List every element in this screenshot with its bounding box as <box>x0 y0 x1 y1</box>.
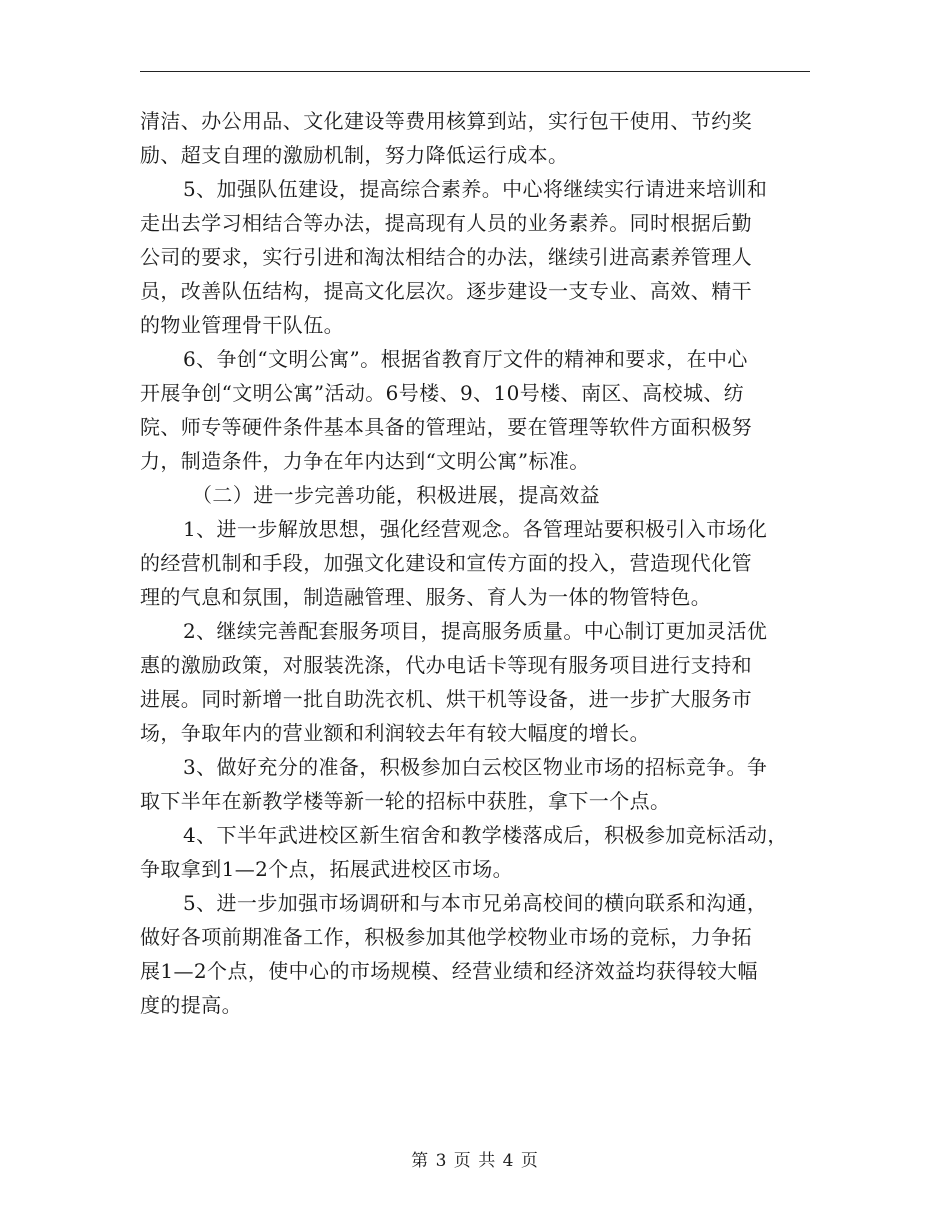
text-line: 场，争取年内的营业额和利润较去年有较大幅度的增长。 <box>140 721 650 745</box>
text-line: 走出去学习相结合等办法，提高现有人员的业务素养。同时根据后勤 <box>140 211 752 235</box>
text-line: 公司的要求，实行引进和淘汰相结合的办法，继续引进高素养管理人 <box>140 245 752 269</box>
text-line: 争取拿到1—2个点，拓展武进校区市场。 <box>140 857 514 881</box>
text-line: 清洁、办公用品、文化建设等费用核算到站，实行包干使用、节约奖 <box>140 109 752 133</box>
paragraph-start: 6、争创“文明公寓”。根据省教育厅文件的精神和要求，在中心 <box>183 347 748 371</box>
document-body <box>140 104 820 1022</box>
text-line: 开展争创“文明公寓”活动。6号楼、9、10号楼、南区、高校城、纺 <box>140 381 745 405</box>
paragraph-start: 4、下半年武进校区新生宿舍和教学楼落成后，积极参加竞标活动， <box>183 823 788 847</box>
text-line: 做好各项前期准备工作，积极参加其他学校物业市场的竞标，力争拓 <box>140 925 752 949</box>
paragraph-start: 5、进一步加强市场调研和与本市兄弟高校间的横向联系和沟通， <box>183 891 768 915</box>
text-line: 励、超支自理的激励机制，努力降低运行成本。 <box>140 143 569 167</box>
page-number: 第 3 页 共 4 页 <box>411 1151 539 1171</box>
paragraph-start: 3、做好充分的准备，积极参加白云校区物业市场的招标竞争。争 <box>183 755 768 779</box>
text-line: 取下半年在新教学楼等新一轮的招标中获胜，拿下一个点。 <box>140 789 671 813</box>
text-line: 度的提高。 <box>140 993 242 1017</box>
paragraph-start: 2、继续完善配套服务项目，提高服务质量。中心制订更加灵活优 <box>183 619 768 643</box>
text-line: 惠的激励政策，对服装洗涤，代办电话卡等现有服务项目进行支持和 <box>140 653 752 677</box>
text-line: 进展。同时新增一批自助洗衣机、烘干机等设备，进一步扩大服务市 <box>140 687 752 711</box>
text-line: 的物业管理骨干队伍。 <box>140 313 344 337</box>
header-rule <box>140 71 810 72</box>
paragraph-start: 5、加强队伍建设，提高综合素养。中心将继续实行请进来培训和 <box>183 177 768 201</box>
text-line: 展1—2个点，使中心的市场规模、经营业绩和经济效益均获得较大幅 <box>140 959 758 983</box>
text-line: 理的气息和氛围，制造融管理、服务、育人为一体的物管特色。 <box>140 585 712 609</box>
text-line: 员，改善队伍结构，提高文化层次。逐步建设一支专业、高效、精干 <box>140 279 752 303</box>
paragraph-start: 1、进一步解放思想，强化经营观念。各管理站要积极引入市场化 <box>183 517 768 541</box>
section-heading: （二）进一步完善功能，积极进展，提高效益 <box>192 483 600 507</box>
text-line: 院、师专等硬件条件基本具备的管理站，要在管理等软件方面积极努 <box>140 415 752 439</box>
text-line: 力，制造条件，力争在年内达到“文明公寓”标准。 <box>140 449 590 473</box>
text-line: 的经营机制和手段，加强文化建设和宣传方面的投入，营造现代化管 <box>140 551 752 575</box>
